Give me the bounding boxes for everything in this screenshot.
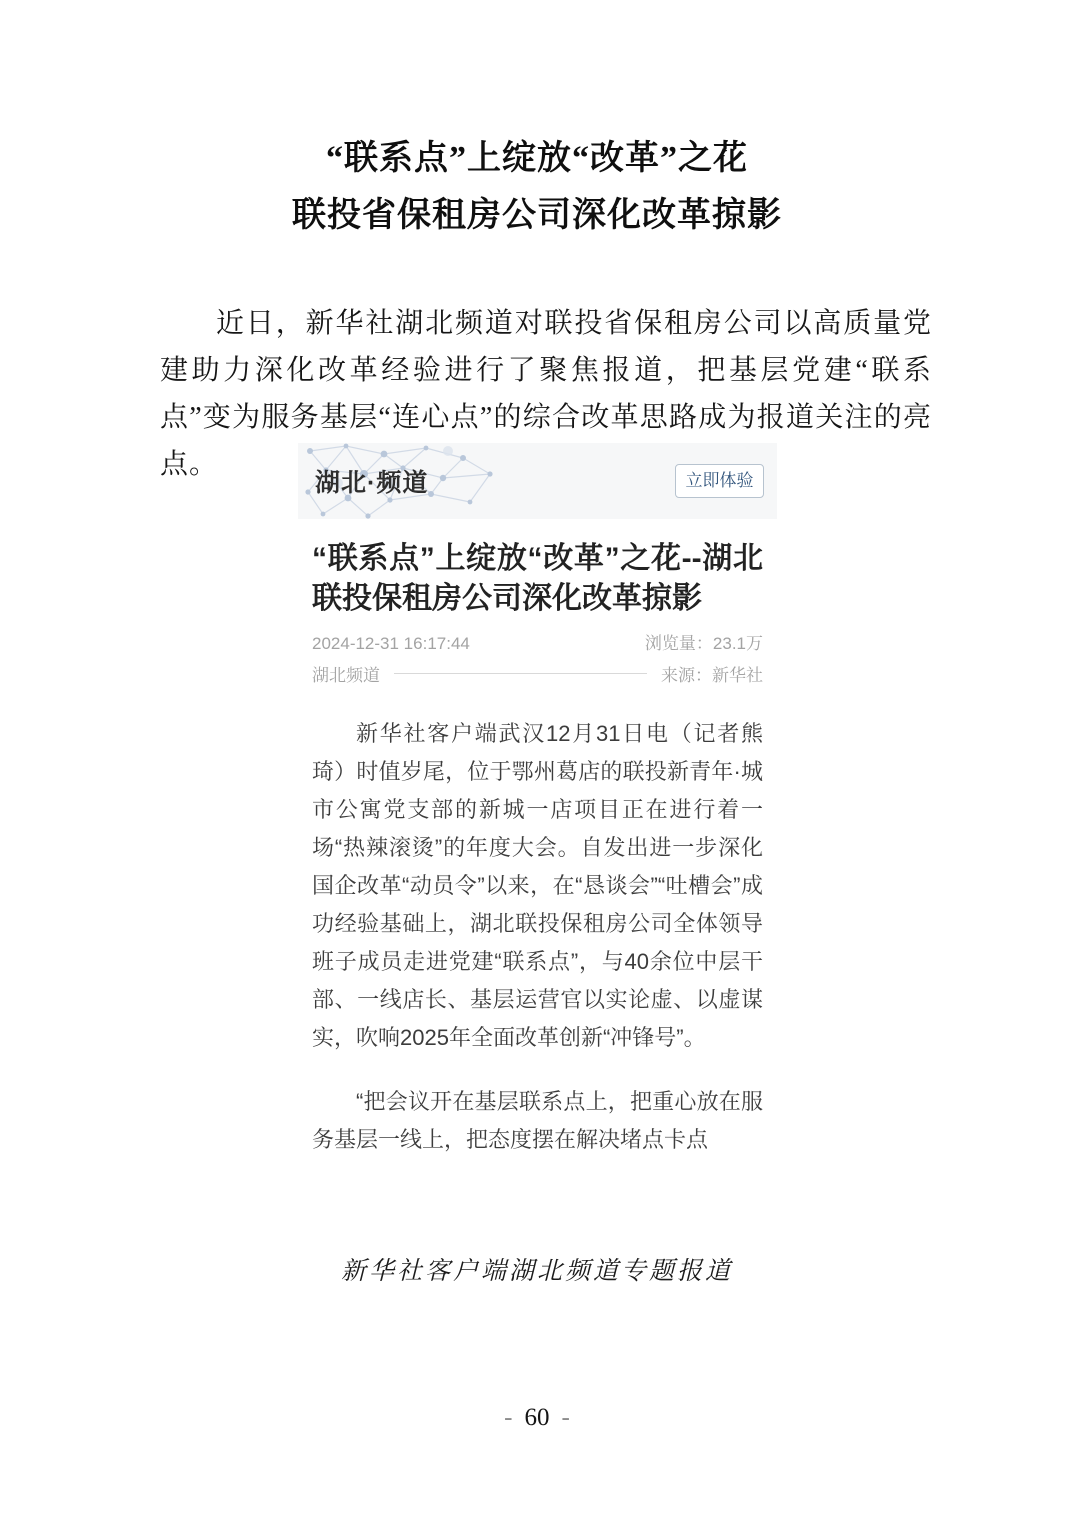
intro-paragraph: 近日，新华社湖北频道对联投省保租房公司以高质量党建助力深化改革经验进行了聚焦报道，把基层党建“联系点”变为服务基层“连心点”的综合改革思路成为报道关注的亮点。 xyxy=(160,308,932,480)
article-meta-row-2 xyxy=(312,658,763,688)
embedded-news-screenshot xyxy=(298,443,777,1159)
meta-divider-line xyxy=(394,673,647,674)
news-app-header xyxy=(298,443,777,519)
channel-title: 湖北·频道 xyxy=(315,469,429,497)
article-datetime: 2024-12-31 16:17:44 xyxy=(312,634,470,653)
page-title xyxy=(0,130,1074,244)
page-number-right-dash: - xyxy=(561,1404,570,1431)
article-title: “联系点”上绽放“改革”之花--湖北联投保租房公司深化改革掠影 xyxy=(312,542,763,615)
experience-now-button[interactable]: 立即体验 xyxy=(675,464,764,498)
article-paragraph-1: 新华社客户端武汉12月31日电（记者熊琦）时值岁尾，位于鄂州葛店的联投新青年·城市公寓党支部的新城一店项目正在进行着一场“热辣滚烫”的年度大会。自发出进一步深化国企改革“动员令”以来，在“恳谈会”“吐槽会”成功经验基础上，湖北联投保租房公司全体领导班子成员走进党建“联系点”，与40余位中层干部、一线店长、基层运营官以实论虚、以虚谋实，吹响2025年全面改革创新“冲锋号”。 xyxy=(312,721,763,1050)
page-title-line-2: 联投省保租房公司深化改革掠影 xyxy=(292,197,782,234)
page-number-left-dash: - xyxy=(504,1404,513,1431)
page-title-line-1: “联系点”上绽放“改革”之花 xyxy=(326,140,748,177)
article-source: 来源：新华社 xyxy=(661,665,763,685)
page-number-value: 60 xyxy=(524,1404,550,1431)
article-body xyxy=(312,715,763,1159)
article-meta-row-1 xyxy=(312,629,763,658)
page-number xyxy=(0,1404,1074,1432)
article-meta xyxy=(312,629,763,688)
screenshot-caption: 新华社客户端湖北频道专题报道 xyxy=(340,1258,733,1285)
article-channel: 湖北频道 xyxy=(312,665,380,685)
article-paragraph-2: “把会议开在基层联系点上，把重心放在服务基层一线上，把态度摆在解决堵点卡点 xyxy=(312,1089,763,1152)
article-view-count: 浏览量：23.1万 xyxy=(644,634,763,653)
